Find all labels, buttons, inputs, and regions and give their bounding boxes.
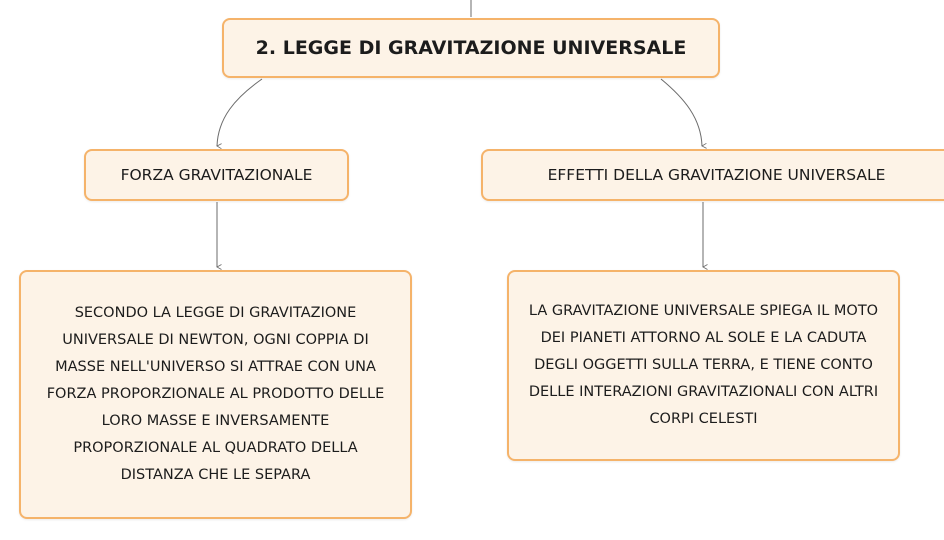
branch-node-forza-gravitazionale[interactable] <box>84 149 349 201</box>
detail-node-effetti[interactable] <box>507 270 900 461</box>
branch-node-label: EFFETTI DELLA GRAVITAZIONE UNIVERSALE <box>547 166 886 184</box>
branch-node-label: FORZA GRAVITAZIONALE <box>120 166 313 184</box>
detail-node-forza-gravitazionale[interactable] <box>19 270 412 519</box>
connector-root-to-right <box>661 79 702 146</box>
root-node[interactable] <box>222 18 720 78</box>
branch-node-effetti[interactable] <box>481 149 944 201</box>
connector-root-to-left <box>217 79 262 146</box>
detail-node-text: SECONDO LA LEGGE DI GRAVITAZIONE UNIVERSALE DI NEWTON, OGNI COPPIA DI MASSE NELL'UNIVERSO SI ATTRAE CON UNA FORZA PROPORZIONALE AL PRODOTTO DELLE LORO MASSE E INVERSAMENTE PROPORZIONALE AL QUADRATO DELLA DISTANZA CHE LE SEPARA <box>46 305 385 483</box>
detail-node-text: LA GRAVITAZIONE UNIVERSALE SPIEGA IL MOTO DEI PIANETI ATTORNO AL SOLE E LA CADUTA DEGLI OGGETTI SULLA TERRA, E TIENE CONTO DELLE INTERAZIONI GRAVITAZIONALI CON ALTRI CORPI CELESTI <box>528 303 879 427</box>
root-node-label: 2. LEGGE DI GRAVITAZIONE UNIVERSALE <box>255 37 687 59</box>
